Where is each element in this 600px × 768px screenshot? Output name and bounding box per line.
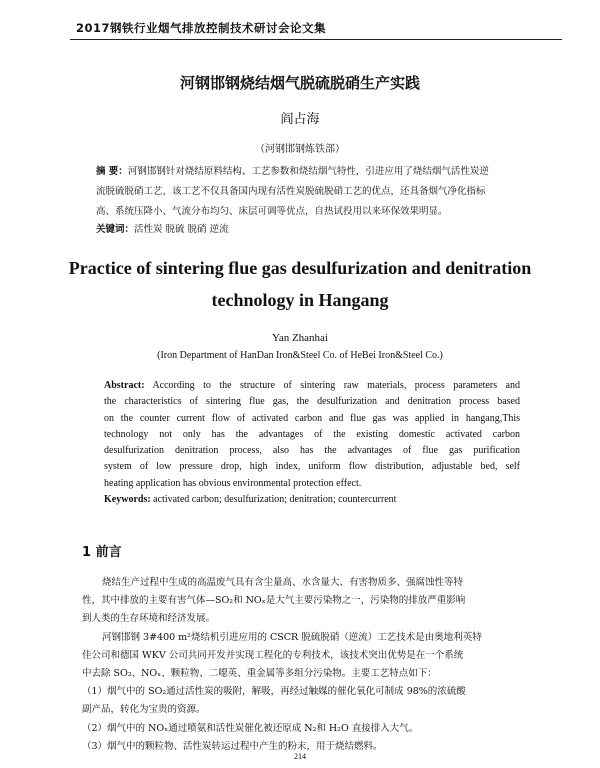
abstract-en-line: desulfurization denitration process, also has the advantages of flue gas purification (104, 445, 520, 457)
body-text (82, 574, 522, 756)
affiliation-en: (Iron Department of HanDan Iron&Steel Co. of HeBei Iron&Steel Co.) (157, 350, 443, 361)
abstract-cn-line: 流脱硫脱硝工艺，该工艺不仅具备国内现有活性炭脱硫脱硝工艺的优点，还具备烟气净化指标 (96, 186, 486, 197)
page-number: 214 (294, 752, 306, 761)
abstract-en-line: heating application has obvious environmental protection effect. (104, 477, 362, 489)
body-line: （1）烟气中的 SO₂通过活性炭的吸附，解吸，再经过触媒的催化氧化可制成 98%的浓硫酸 (82, 686, 466, 698)
author-en: Yan Zhanhai (271, 332, 328, 344)
abstract-en-line: Abstract: According to the structure of sintering raw materials, process parameters and (104, 380, 520, 391)
abstract-en (104, 378, 520, 508)
keywords-cn-label: 关键词： (96, 224, 135, 235)
body-line: 河钢邯钢 3#400 m²烧结机引进应用的 CSCR 脱硫脱硝（逆流）工艺技术是由奥地利英特 (102, 631, 482, 643)
paper-title-en-line2: technology in Hangang (211, 290, 389, 310)
body-line: 中去除 SO₂、NOₓ、颗粒物、二噁英、重金属等多组分污染物。主要工艺特点如下： (82, 667, 437, 679)
running-header: 2017钢铁行业烟气排放控制技术研讨会论文集 (76, 21, 327, 35)
affiliation-cn: （河钢邯钢炼铁部） (255, 144, 345, 155)
abstract-en-line: the characteristics of sintering flue gas, the desulfurization and denitration process based (104, 396, 520, 408)
abstract-en-line: system of low pressure drop, high index, uniform flow distribution, adjustable bed, self (104, 461, 520, 473)
body-line: 佳公司和德国 WKV 公司共同开发并实现工程化的专利技术，该技术突出优势是在一个系统 (82, 649, 464, 661)
abstract-en-line: on the counter current flow of activated carbon and flue gas was applied in hangang,This (104, 412, 520, 424)
body-line: 性，其中排放的主要有害气体—SO₂和 NOₓ是大气主要污染物之一，污染物的排放严重影响 (82, 595, 466, 607)
keywords-en (104, 492, 520, 508)
author-cn: 阎占海 (280, 112, 320, 127)
header-rule (70, 39, 562, 40)
body-line: 到人类的生存环境和经济发展。 (82, 613, 216, 625)
abstract-cn-label: 摘 要： (96, 166, 128, 177)
abstract-en-label: Abstract: (104, 380, 145, 391)
paper-title-en-line1: Practice of sintering flue gas desulfurization and denitration (68, 258, 532, 278)
body-line: （2）烟气中的 NOₓ通过喷氨和活性炭催化被还原成 N₂和 H₂O 直接排入大气。 (82, 722, 419, 734)
abstract-en-line: technology not only has the advantages of the existing domestic activated carbon (104, 428, 520, 440)
abstract-cn (96, 162, 520, 222)
body-line: 烧结生产过程中生成的高温废气具有含尘量高、水含量大、有害物质多、强腐蚀性等特 (102, 577, 464, 588)
abstract-cn-line: 摘 要：河钢邯钢针对烧结原料结构、工艺参数和烧结烟气特性，引进应用了烧结烟气活性炭逆 (96, 166, 489, 177)
section-heading: 1 前言 (82, 545, 122, 560)
keywords-en-text: activated carbon; desulfurization; denitration; countercurrent (150, 494, 397, 506)
paper-title-cn: 河钢邯钢烧结烟气脱硫脱硝生产实践 (179, 74, 420, 92)
body-line: 副产品，转化为宝贵的资源。 (82, 704, 206, 716)
keywords-en-label: Keywords: (104, 494, 151, 506)
keywords-cn-text: 活性炭 脱硫 脱硝 逆流 (134, 224, 229, 235)
abstract-cn-line: 高、系统压降小、气流分布均匀、床层可调等优点，自热试投用以来环保效果明显。 (96, 206, 448, 217)
keywords-cn (96, 221, 229, 235)
body-line: （3）烟气中的颗粒物、活性炭转运过程中产生的粉末，用于烧结燃料。 (82, 740, 383, 752)
